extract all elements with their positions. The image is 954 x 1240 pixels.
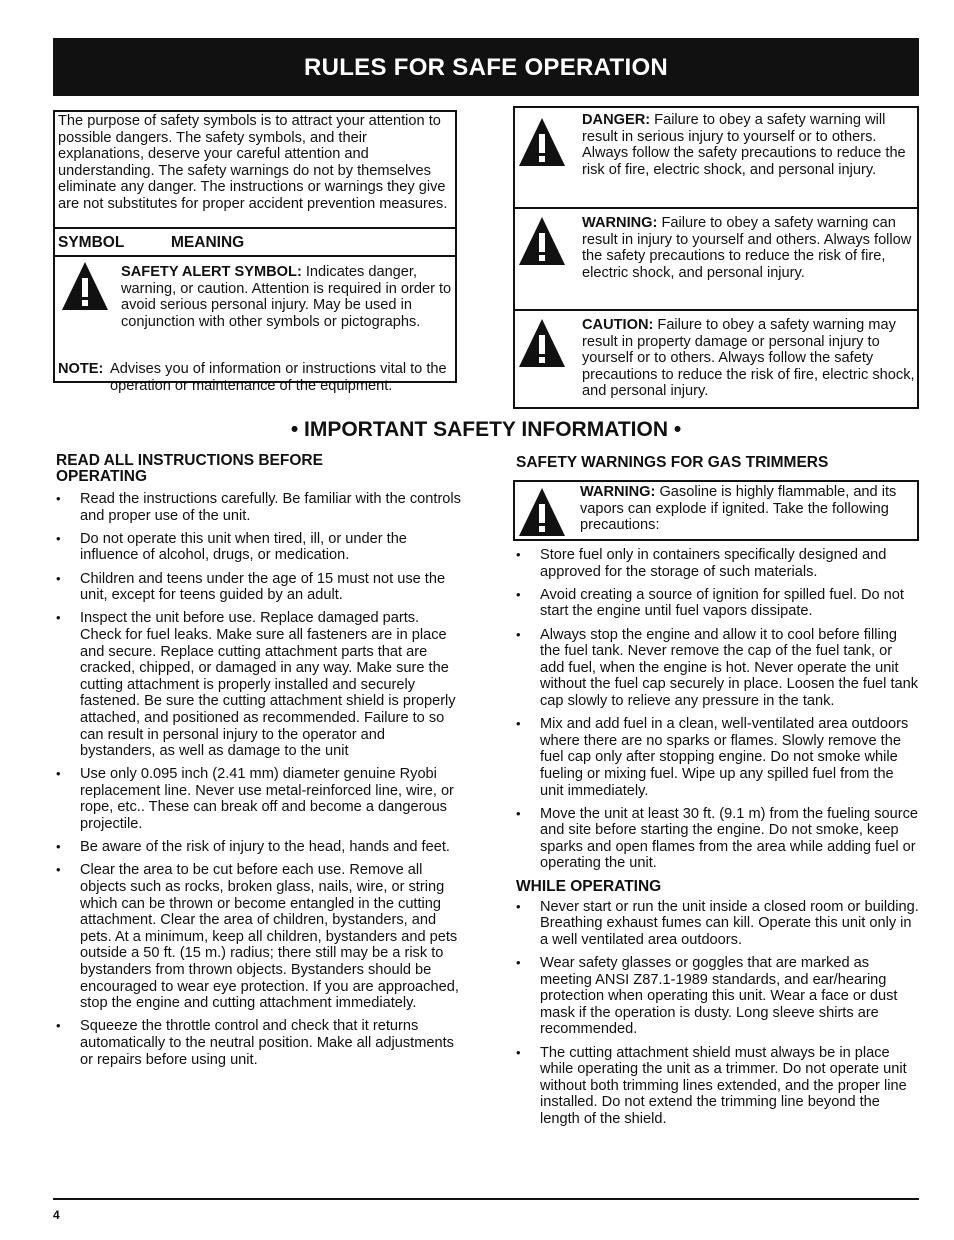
read-instructions-heading-line1: READ ALL INSTRUCTIONS BEFORE [56, 452, 323, 469]
symbol-column-header: SYMBOL [58, 234, 125, 251]
list-item: • Wear safety glasses or goggles that are marked as meeting ANSI Z87.1-1989 standards, and ear/hearing protection when operating this unit. Wear a face or dust mask if the operation is dusty. Long sleeve shirts are recommended. [513, 955, 919, 1038]
note-text: Advises you of information or instructions vital to the operation or maintenance of the equipment. [110, 361, 447, 394]
section-title: • IMPORTANT SAFETY INFORMATION • [290, 418, 682, 441]
list-item: • Store fuel only in containers specifically designed and approved for the storage of such materials. [513, 547, 919, 580]
list-item: • Move the unit at least 30 ft. (9.1 m) from the fueling source and site before starting the engine. Do not smoke, keep sparks and open flames from the area while adding fuel or operating the unit. [513, 806, 919, 872]
safety-alert-icon [60, 260, 110, 312]
list-item: • Mix and add fuel in a clean, well-ventilated area outdoors where there are no sparks or flames. Slowly remove the fuel cap only after stopping engine. Do not smoke while fueling or mixing fuel. Wipe up any spilled fuel from the unit immediately. [513, 716, 919, 799]
caution-text: Failure to obey a safety warning may result in property damage or personal injury to yourself or to others. Always follow the safety precautions to reduce the risk of fire, electric shock, and personal injury. [582, 317, 915, 400]
caution-description [582, 317, 917, 400]
gas-safety-bullet-list [513, 547, 919, 872]
list-item: • Use only 0.095 inch (2.41 mm) diameter genuine Ryobi replacement line. Never use metal-reinforced line, wire, or rope, etc.. These can break off and become a dangerous projectile. [53, 766, 461, 832]
gasoline-warning-label: WARNING: [580, 484, 656, 500]
list-item: • Do not operate this unit when tired, ill, or under the influence of alcohol, drugs, or medication. [53, 531, 461, 564]
warning-description [582, 215, 917, 281]
symbols-intro: The purpose of safety symbols is to attract your attention to possible dangers. The safety symbols, and their explanations, deserve your careful attention and understanding. The safety warnings do not by themselves eliminate any danger. The instructions or warnings they give are not substitutes for proper accident prevention measures. [58, 113, 448, 212]
caution-box [513, 309, 919, 409]
list-item: • Be aware of the risk of injury to the head, hands and feet. [53, 839, 461, 856]
warning-text: Failure to obey a safety warning can result in injury to yourself and others. Always follow the safety precautions to reduce the risk of fire, electric shock, and personal injury. [582, 215, 912, 281]
list-item: • Squeeze the throttle control and check that it returns automatically to the neutral position. Make all adjustments or repairs before using unit. [53, 1018, 461, 1068]
page-number: 4 [53, 1208, 60, 1222]
danger-alert-icon [517, 116, 567, 168]
gasoline-warning-box [513, 480, 919, 541]
gasoline-warning-description [580, 484, 915, 534]
danger-label: DANGER: [582, 112, 651, 128]
caution-label: CAUTION: [582, 317, 654, 333]
list-item: • Always stop the engine and allow it to cool before filling the fuel tank. Never remove the cap of the fuel tank, or add fuel, when the engine is hot. Never operate the unit without the fuel cap securely in place. Loosen the fuel tank cap slowly to relieve any pressure in the tank. [513, 627, 919, 710]
list-item: • Inspect the unit before use. Replace damaged parts. Check for fuel leaks. Make sure all fasteners are in place and secure. Replace cutting attachment parts that are cracked, chipped, or damaged in any way. Make sure the cutting attachment is properly installed and securely fastened. Be sure the cutting attachment shield is properly attached, and positioned as recommended. Failure to so can result in personal injury to the operator and bystanders, as well as damage to the unit [53, 610, 461, 759]
safety-alert-text: Indicates danger, warning, or caution. Attention is required in order to avoid serious personal injury. May be used in conjunction with other symbols or pictographs. [121, 264, 452, 330]
warning-label: WARNING: [582, 215, 658, 231]
danger-text: Failure to obey a safety warning will result in serious injury to yourself or to others. Always follow the safety precautions to reduce the risk of fire, electric shock, and personal injury. [582, 112, 906, 178]
warning-alert-icon [517, 215, 567, 267]
list-item: • Never start or run the unit inside a closed room or building. Breathing exhaust fumes can kill. Operate this unit only in a well ventilated area outdoors. [513, 899, 919, 949]
read-instructions-heading [56, 453, 461, 485]
list-item: • The cutting attachment shield must always be in place while operating the unit as a trimmer. Do not operate unit without both trimming lines extended, and the proper line installed. Do not extend the trimming line beyond the length of the shield. [513, 1045, 919, 1128]
danger-box [513, 106, 919, 209]
left-bullet-list [53, 491, 461, 1068]
divider [55, 255, 455, 257]
caution-alert-icon [517, 317, 567, 369]
gasoline-alert-icon [517, 486, 567, 538]
list-item: • Clear the area to be cut before each use. Remove all objects such as rocks, broken glass, nails, wire, or string which can be thrown or become entangled in the cutting attachment. Clear the area of children, bystanders, and pets. At a minimum, keep all children, bystanders and pets outside a 50 ft. (15 m.) radius; there still may be a risk to bystanders from thrown objects. Bystanders should be encouraged to wear eye protection. If you are approached, stop the engine and cutting attachment immediately. [53, 862, 461, 1011]
left-column [53, 453, 461, 1075]
list-item: • Children and teens under the age of 15 must not use the unit, except for teens guided by an adult. [53, 571, 461, 604]
right-column [513, 455, 919, 1134]
page-banner-title: RULES FOR SAFE OPERATION [53, 38, 919, 96]
list-item: • Read the instructions carefully. Be familiar with the controls and proper use of the unit. [53, 491, 461, 524]
footer-rule [53, 1198, 919, 1200]
divider [55, 227, 455, 229]
note-label: NOTE: [58, 361, 104, 377]
gasoline-warning-text: Gasoline is highly flammable, and its vapors can explode if ignited. Take the following precautions: [580, 484, 897, 534]
while-operating-heading: WHILE OPERATING [516, 877, 662, 895]
while-operating-bullet-list [513, 899, 919, 1128]
meaning-column-header: MEANING [171, 234, 245, 251]
read-instructions-heading-line2: OPERATING [56, 468, 147, 485]
danger-description [582, 112, 917, 178]
symbols-box [53, 110, 457, 394]
list-item: • Avoid creating a source of ignition for spilled fuel. Do not start the engine until fuel vapors dissipate. [513, 587, 919, 620]
warning-box [513, 207, 919, 311]
safety-alert-description [121, 264, 455, 330]
gas-trimmer-warnings-heading: SAFETY WARNINGS FOR GAS TRIMMERS [516, 454, 829, 471]
safety-alert-label: SAFETY ALERT SYMBOL: [121, 264, 302, 280]
